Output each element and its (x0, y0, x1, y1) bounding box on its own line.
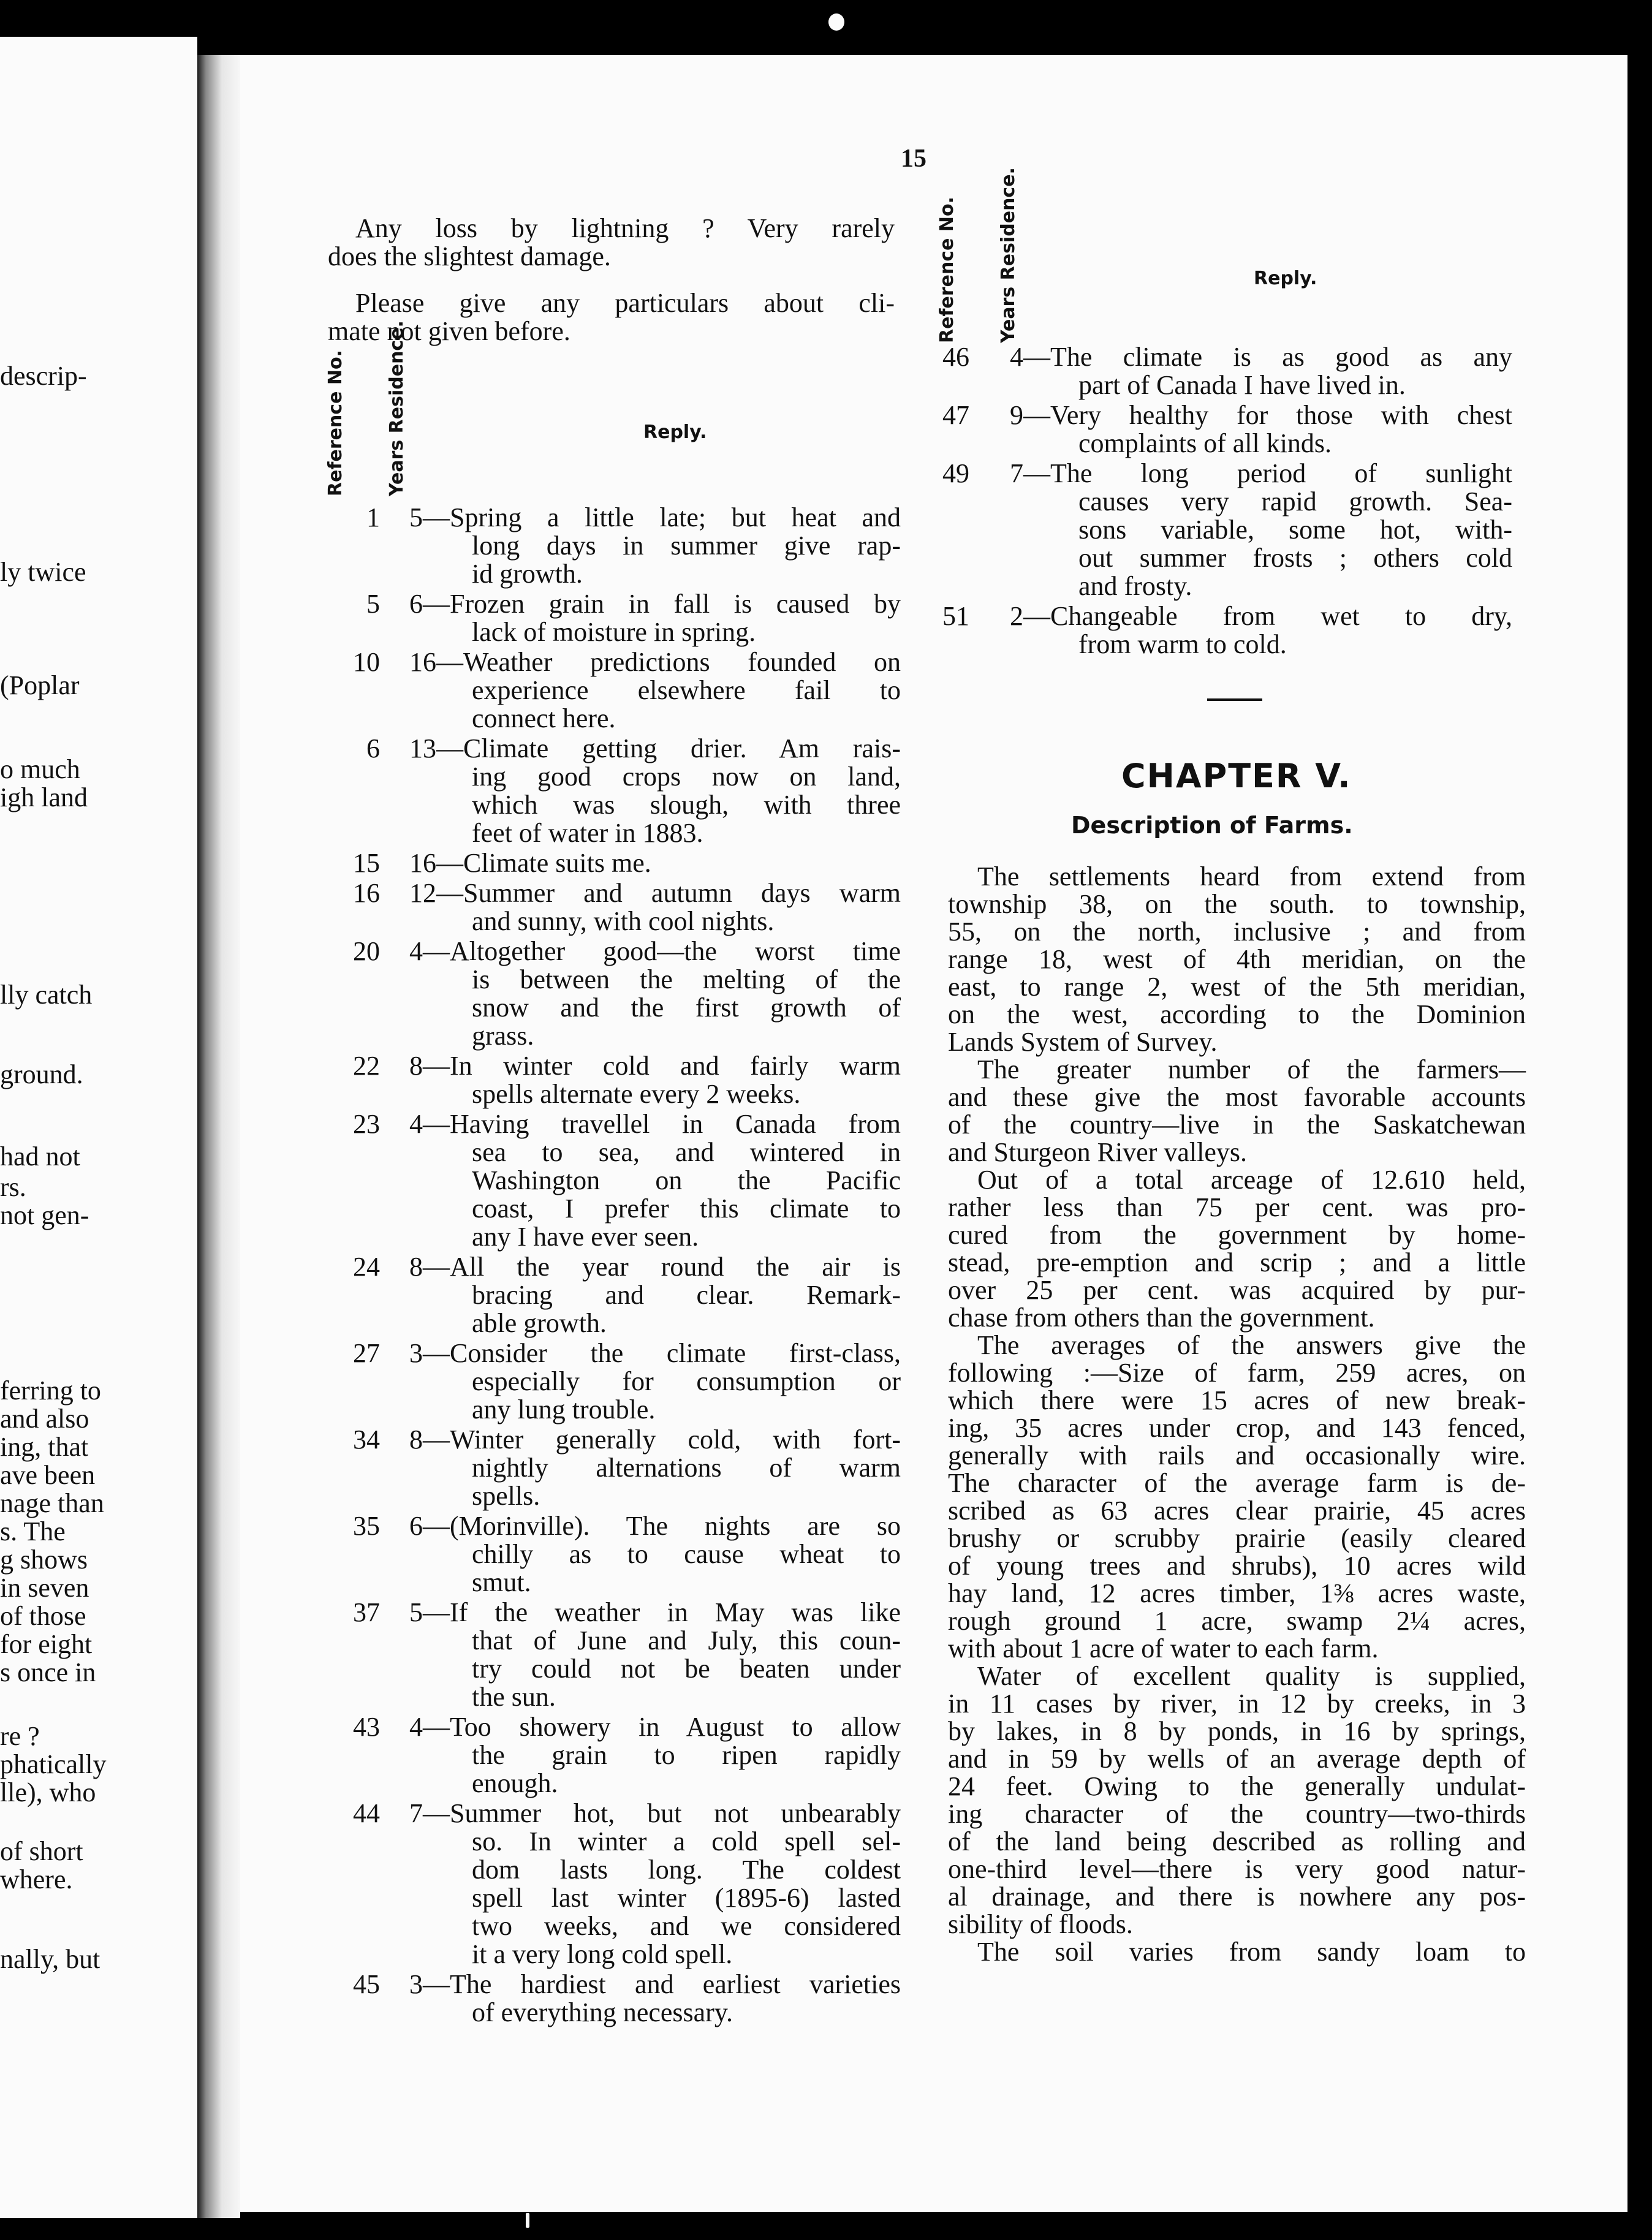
reply-line: 6—(Morinville). The nights are so (409, 1511, 901, 1541)
column-header-reply: Reply. (643, 422, 707, 443)
reply-line: 4—Having travellel in Canada from (409, 1109, 901, 1139)
reply-line: able growth. (472, 1308, 607, 1338)
reply-line: 8—In winter cold and fairly warm (409, 1051, 901, 1081)
reply-line: 7—Summer hot, but not unbearably (409, 1798, 901, 1828)
body-line: Water of excellent quality is supplied, (977, 1661, 1526, 1691)
reply-line: especially for consumption or (472, 1366, 901, 1396)
fragment-line: in seven (0, 1573, 89, 1603)
reply-line: spells. (472, 1481, 540, 1511)
body-line: over 25 per cent. was acquired by pur- (948, 1275, 1526, 1305)
fragment-line: ferring to (0, 1376, 101, 1406)
reference-number: 47 (942, 400, 969, 430)
intro-question-line: Please give any particulars about cli- (355, 288, 895, 318)
reply-line: bracing and clear. Remark- (472, 1280, 901, 1310)
body-line: The soil varies from sandy loam to (977, 1937, 1526, 1967)
reply-line: 5—If the weather in May was like (409, 1597, 901, 1627)
fragment-line: igh land (0, 783, 88, 812)
reply-line: lack of moisture in spring. (472, 617, 756, 647)
reply-line: dom lasts long. The coldest (472, 1855, 901, 1885)
reply-line: spell last winter (1895-6) lasted (472, 1883, 901, 1913)
fragment-line: s once in (0, 1658, 96, 1687)
reference-number: 45 (353, 1969, 380, 1999)
reply-line: chilly as to cause wheat to (472, 1539, 901, 1569)
body-line: which there were 15 acres of new break- (948, 1385, 1526, 1415)
body-line: 24 feet. Owing to the generally undulat- (948, 1771, 1526, 1801)
reply-line: feet of water in 1883. (472, 818, 703, 848)
body-line: stead, pre-emption and scrip ; and a little (948, 1247, 1526, 1277)
body-line: and in 59 by wells of an average depth of (948, 1744, 1526, 1774)
scan-speck (526, 2213, 529, 2228)
reference-number: 49 (942, 458, 969, 488)
fragment-line: of those (0, 1602, 86, 1631)
body-line: brushy or scrubby prairie (easily cleared (948, 1523, 1526, 1553)
reply-line: of everything necessary. (472, 1997, 733, 2027)
reference-number: 23 (353, 1109, 380, 1139)
body-line: scribed as 63 acres clear prairie, 45 acres (948, 1496, 1526, 1526)
body-line: and Sturgeon River valleys. (948, 1137, 1247, 1167)
book-gutter (197, 55, 240, 2218)
reply-line: 7—The long period of sunlight (1010, 458, 1512, 488)
fragment-line: of short (0, 1837, 83, 1866)
fragment-line: nage than (0, 1489, 104, 1518)
body-line: and these give the most favorable accounts (948, 1082, 1526, 1112)
body-line: ing, 35 acres under crop, and 143 fenced, (948, 1413, 1526, 1443)
reply-line: 6—Frozen grain in fall is caused by (409, 589, 901, 619)
reply-line: Washington on the Pacific (472, 1165, 901, 1195)
reference-number: 1 (366, 502, 380, 532)
reference-number: 43 (353, 1712, 380, 1742)
fragment-line: ly twice (0, 558, 86, 587)
reference-number: 16 (353, 878, 380, 908)
body-line: Out of a total arceage of 12.610 held, (977, 1165, 1526, 1195)
fragment-line: not gen- (0, 1201, 89, 1230)
chapter-title: CHAPTER V. (1121, 757, 1352, 795)
body-line: cured from the government by home- (948, 1220, 1526, 1250)
column-header-reference: Reference No. (936, 196, 958, 343)
reply-line: any lung trouble. (472, 1394, 656, 1425)
reply-line: id growth. (472, 559, 583, 589)
fragment-line: lle), who (0, 1778, 96, 1807)
fragment-line: g shows (0, 1545, 88, 1575)
reply-line: 16—Climate suits me. (409, 848, 651, 878)
reply-line: the grain to ripen rapidly (472, 1740, 901, 1770)
reply-line: 4—The climate is as good as any (1010, 342, 1512, 372)
reference-number: 37 (353, 1597, 380, 1627)
body-line: The character of the average farm is de- (948, 1468, 1526, 1498)
column-header-years: Years Residence. (386, 320, 407, 496)
chapter-subtitle: Description of Farms. (1071, 812, 1353, 839)
fragment-line: ground. (0, 1060, 83, 1089)
reply-line: any I have ever seen. (472, 1222, 699, 1252)
fragment-line: s. The (0, 1517, 66, 1546)
fragment-line: o much (0, 755, 80, 784)
body-line: The greater number of the farmers— (977, 1054, 1526, 1084)
body-line: of the land being described as rolling and (948, 1826, 1526, 1856)
reference-number: 46 (942, 342, 969, 372)
body-line: chase from others than the government. (948, 1303, 1375, 1333)
reply-line: long days in summer give rap- (472, 531, 901, 561)
reply-line: 3—The hardiest and earliest varieties (409, 1969, 901, 1999)
reply-line: from warm to cold. (1078, 629, 1287, 659)
reference-number: 22 (353, 1051, 380, 1081)
body-line: rough ground 1 acre, swamp 2¼ acres, (948, 1606, 1526, 1636)
intro-question-line: does the slightest damage. (328, 241, 611, 271)
reply-line: try could not be beaten under (472, 1654, 901, 1684)
body-line: following :—Size of farm, 259 acres, on (948, 1358, 1526, 1388)
reference-number: 10 (353, 647, 380, 677)
reference-number: 20 (353, 936, 380, 966)
reply-line: 13—Climate getting drier. Am rais- (409, 733, 901, 763)
reply-line: that of June and July, this coun- (472, 1625, 901, 1655)
intro-question-line: mate not given before. (328, 316, 570, 346)
body-line: sibility of floods. (948, 1909, 1133, 1939)
reference-number: 44 (353, 1798, 380, 1828)
reply-line: sons variable, some hot, with- (1078, 515, 1512, 545)
column-header-reference: Reference No. (325, 349, 346, 496)
reply-line: 16—Weather predictions founded on (409, 647, 901, 677)
reply-line: 4—Altogether good—the worst time (409, 936, 901, 966)
reply-line: the sun. (472, 1682, 556, 1712)
reply-line: enough. (472, 1768, 558, 1798)
reply-line: complaints of all kinds. (1078, 428, 1332, 458)
fragment-line: had not (0, 1142, 80, 1171)
body-line: ing character of the country—two-thirds (948, 1799, 1526, 1829)
reply-line: snow and the first growth of (472, 993, 901, 1023)
page-number: 15 (901, 145, 926, 173)
body-line: by lakes, in 8 by ponds, in 16 by springs, (948, 1716, 1526, 1746)
body-line: 55, on the north, inclusive ; and from (948, 917, 1526, 947)
body-line: Lands System of Survey. (948, 1027, 1218, 1057)
reply-line: grass. (472, 1021, 534, 1051)
fragment-line: rs. (0, 1173, 26, 1202)
reply-line: which was slough, with three (472, 790, 901, 820)
reply-line: 8—Winter generally cold, with fort- (409, 1425, 901, 1455)
body-line: rather less than 75 per cent. was pro- (948, 1192, 1526, 1222)
reply-line: out summer frosts ; others cold (1078, 543, 1512, 573)
fragment-line: and also (0, 1404, 89, 1434)
reply-line: and sunny, with cool nights. (472, 906, 775, 936)
reference-number: 24 (353, 1252, 380, 1282)
body-line: of young trees and shrubs), 10 acres wild (948, 1551, 1526, 1581)
body-line: The averages of the answers give the (977, 1330, 1526, 1360)
reference-number: 6 (366, 733, 380, 763)
fragment-line: ing, that (0, 1432, 89, 1462)
reply-line: 5—Spring a little late; but heat and (409, 502, 901, 532)
reference-number: 15 (353, 848, 380, 878)
fragment-line: for eight (0, 1630, 93, 1659)
body-line: The settlements heard from extend from (977, 861, 1526, 891)
body-line: hay land, 12 acres timber, 1⅜ acres waste, (948, 1578, 1526, 1608)
reply-line: nightly alternations of warm (472, 1453, 901, 1483)
column-header-reply: Reply. (1254, 268, 1317, 289)
reference-number: 35 (353, 1511, 380, 1541)
reply-line: 2—Changeable from wet to dry, (1010, 601, 1512, 631)
reply-line: part of Canada I have lived in. (1078, 370, 1406, 400)
reply-line: 12—Summer and autumn days warm (409, 878, 901, 908)
fragment-line: ave been (0, 1461, 96, 1490)
reply-line: 9—Very healthy for those with chest (1010, 400, 1512, 430)
reference-number: 34 (353, 1425, 380, 1455)
fragment-line: (Poplar (0, 671, 80, 700)
reply-line: ing good crops now on land, (472, 762, 901, 792)
reply-line: smut. (472, 1567, 531, 1597)
reply-line: is between the melting of the (472, 964, 901, 994)
fragment-line: phatically (0, 1750, 107, 1779)
column-header-years: Years Residence. (998, 167, 1019, 343)
reply-line: coast, I prefer this climate to (472, 1194, 901, 1224)
reply-line: causes very rapid growth. Sea- (1078, 486, 1512, 516)
reference-number: 27 (353, 1338, 380, 1368)
reply-line: 3—Consider the climate first-class, (409, 1338, 901, 1368)
fragment-line: lly catch (0, 980, 93, 1010)
body-line: al drainage, and there is nowhere any pos- (948, 1882, 1526, 1912)
fragment-line: re ? (0, 1722, 40, 1751)
reply-line: experience elsewhere fail to (472, 675, 901, 705)
body-line: on the west, according to the Dominion (948, 999, 1526, 1029)
reply-line: connect here. (472, 703, 616, 733)
section-divider (1207, 698, 1262, 701)
reply-line: it a very long cold spell. (472, 1939, 733, 1969)
body-line: with about 1 acre of water to each farm. (948, 1633, 1379, 1663)
body-line: of the country—live in the Saskatchewan (948, 1110, 1526, 1140)
fragment-line: where. (0, 1865, 73, 1894)
reply-line: 8—All the year round the air is (409, 1252, 901, 1282)
body-line: one-third level—there is very good natur- (948, 1854, 1526, 1884)
body-line: range 18, west of 4th meridian, on the (948, 944, 1526, 974)
scan-speck (828, 13, 844, 31)
body-line: generally with rails and occasionally wire. (948, 1440, 1526, 1470)
intro-question-line: Any loss by lightning ? Very rarely (355, 213, 895, 243)
body-line: township 38, on the south. to township, (948, 889, 1526, 919)
reference-number: 5 (366, 589, 380, 619)
reply-line: so. In winter a cold spell sel- (472, 1826, 901, 1856)
fragment-line: nally, but (0, 1945, 100, 1974)
body-line: in 11 cases by river, in 12 by creeks, in 3 (948, 1689, 1526, 1719)
reply-line: two weeks, and we considered (472, 1911, 901, 1941)
body-line: east, to range 2, west of the 5th meridian, (948, 972, 1526, 1002)
fragment-line: descrip- (0, 361, 87, 391)
reply-line: and frosty. (1078, 571, 1192, 601)
reference-number: 51 (942, 601, 969, 631)
reply-line: 4—Too showery in August to allow (409, 1712, 901, 1742)
reply-line: spells alternate every 2 weeks. (472, 1079, 801, 1109)
reply-line: sea to sea, and wintered in (472, 1137, 901, 1167)
